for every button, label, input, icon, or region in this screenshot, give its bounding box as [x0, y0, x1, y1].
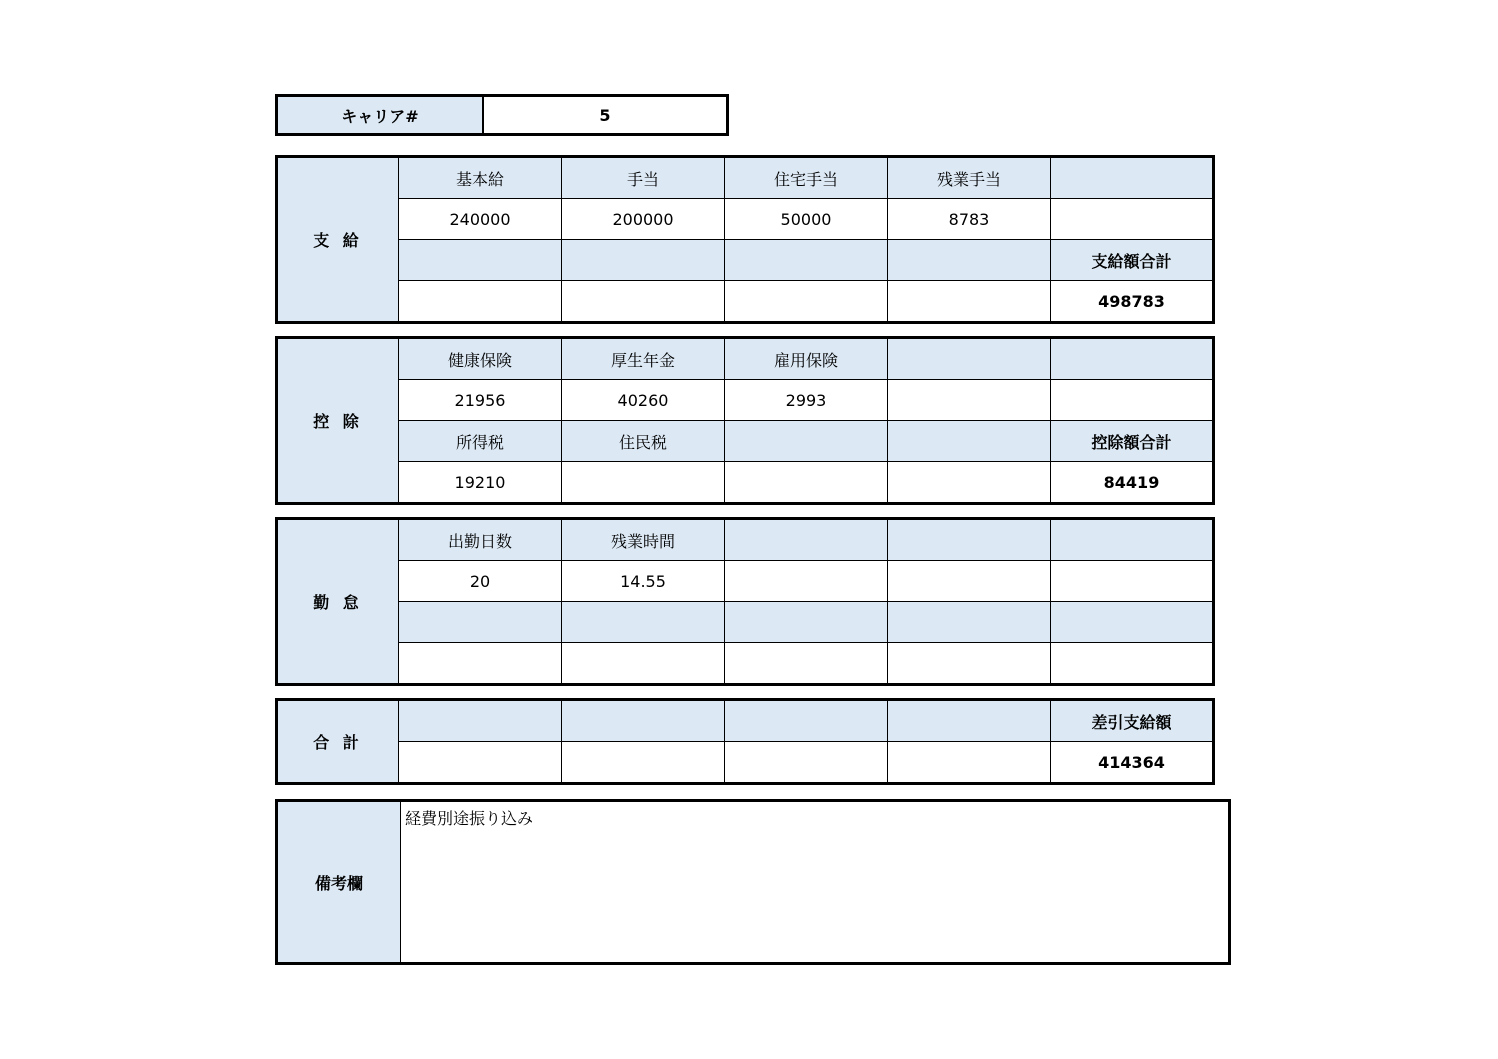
total-section-label: 合 計 — [277, 700, 399, 784]
attendance-header-cell: 残業時間 — [562, 519, 725, 561]
attendance-value-cell — [725, 643, 888, 685]
attendance-value-cell — [888, 561, 1051, 602]
deduction-total-label: 控除額合計 — [1051, 421, 1214, 462]
deduction-header-cell: 厚生年金 — [562, 338, 725, 380]
remarks-table — [275, 799, 1231, 965]
pay-value-cell — [562, 281, 725, 323]
deduction-value-cell — [1051, 380, 1214, 421]
pay-header-cell: 残業手当 — [888, 157, 1051, 199]
attendance-value-cell: 14.55 — [562, 561, 725, 602]
net-pay-value: 414364 — [1051, 742, 1214, 784]
deduction-value-cell: 21956 — [399, 380, 562, 421]
deduction-header-cell — [1051, 338, 1214, 380]
deduction-header-cell — [725, 421, 888, 462]
pay-total-value: 498783 — [1051, 281, 1214, 323]
net-pay-label: 差引支給額 — [1051, 700, 1214, 742]
total-header-cell — [562, 700, 725, 742]
attendance-header-cell: 出勤日数 — [399, 519, 562, 561]
pay-header-cell — [562, 240, 725, 281]
total-value-cell — [725, 742, 888, 784]
pay-table — [275, 155, 1215, 324]
attendance-header-cell — [725, 602, 888, 643]
pay-value-cell: 200000 — [562, 199, 725, 240]
career-number-table — [275, 94, 729, 136]
deduction-header-cell: 健康保険 — [399, 338, 562, 380]
total-value-cell — [399, 742, 562, 784]
attendance-value-cell — [1051, 643, 1214, 685]
attendance-value-cell — [399, 643, 562, 685]
deduction-total-value: 84419 — [1051, 462, 1214, 504]
attendance-value-cell — [562, 643, 725, 685]
pay-value-cell: 50000 — [725, 199, 888, 240]
attendance-table — [275, 517, 1215, 686]
deduction-value-cell: 40260 — [562, 380, 725, 421]
deduction-header-cell — [888, 421, 1051, 462]
attendance-value-cell — [1051, 561, 1214, 602]
deduction-value-cell — [888, 380, 1051, 421]
deduction-value-cell: 19210 — [399, 462, 562, 504]
pay-header-cell: 住宅手当 — [725, 157, 888, 199]
attendance-header-cell — [888, 519, 1051, 561]
pay-header-cell — [725, 240, 888, 281]
pay-total-label: 支給額合計 — [1051, 240, 1214, 281]
attendance-value-cell: 20 — [399, 561, 562, 602]
total-header-cell — [888, 700, 1051, 742]
pay-header-cell — [399, 240, 562, 281]
deduction-value-cell: 2993 — [725, 380, 888, 421]
pay-header-cell — [888, 240, 1051, 281]
attendance-value-cell — [725, 561, 888, 602]
remarks-section-label: 備考欄 — [277, 801, 401, 964]
deduction-table — [275, 336, 1215, 505]
pay-value-cell — [1051, 199, 1214, 240]
remarks-text: 経費別途振り込み — [401, 801, 1230, 964]
deduction-value-cell — [725, 462, 888, 504]
pay-value-cell: 240000 — [399, 199, 562, 240]
attendance-header-cell — [725, 519, 888, 561]
deduction-section-label: 控 除 — [277, 338, 399, 504]
pay-header-cell: 手当 — [562, 157, 725, 199]
deduction-header-cell — [888, 338, 1051, 380]
pay-value-cell — [888, 281, 1051, 323]
career-value: 5 — [483, 96, 728, 135]
attendance-value-cell — [888, 643, 1051, 685]
attendance-header-cell — [1051, 602, 1214, 643]
total-table — [275, 698, 1215, 785]
total-header-cell — [399, 700, 562, 742]
career-label: キャリア# — [277, 96, 484, 135]
total-value-cell — [562, 742, 725, 784]
pay-value-cell — [725, 281, 888, 323]
pay-header-cell — [1051, 157, 1214, 199]
deduction-header-cell: 雇用保険 — [725, 338, 888, 380]
deduction-value-cell — [562, 462, 725, 504]
pay-header-cell: 基本給 — [399, 157, 562, 199]
deduction-value-cell — [888, 462, 1051, 504]
attendance-header-cell — [1051, 519, 1214, 561]
pay-value-cell: 8783 — [888, 199, 1051, 240]
attendance-header-cell — [399, 602, 562, 643]
pay-section-label: 支 給 — [277, 157, 399, 323]
attendance-section-label: 勤 怠 — [277, 519, 399, 685]
attendance-header-cell — [888, 602, 1051, 643]
deduction-header-cell: 住民税 — [562, 421, 725, 462]
attendance-header-cell — [562, 602, 725, 643]
total-header-cell — [725, 700, 888, 742]
pay-value-cell — [399, 281, 562, 323]
deduction-header-cell: 所得税 — [399, 421, 562, 462]
total-value-cell — [888, 742, 1051, 784]
